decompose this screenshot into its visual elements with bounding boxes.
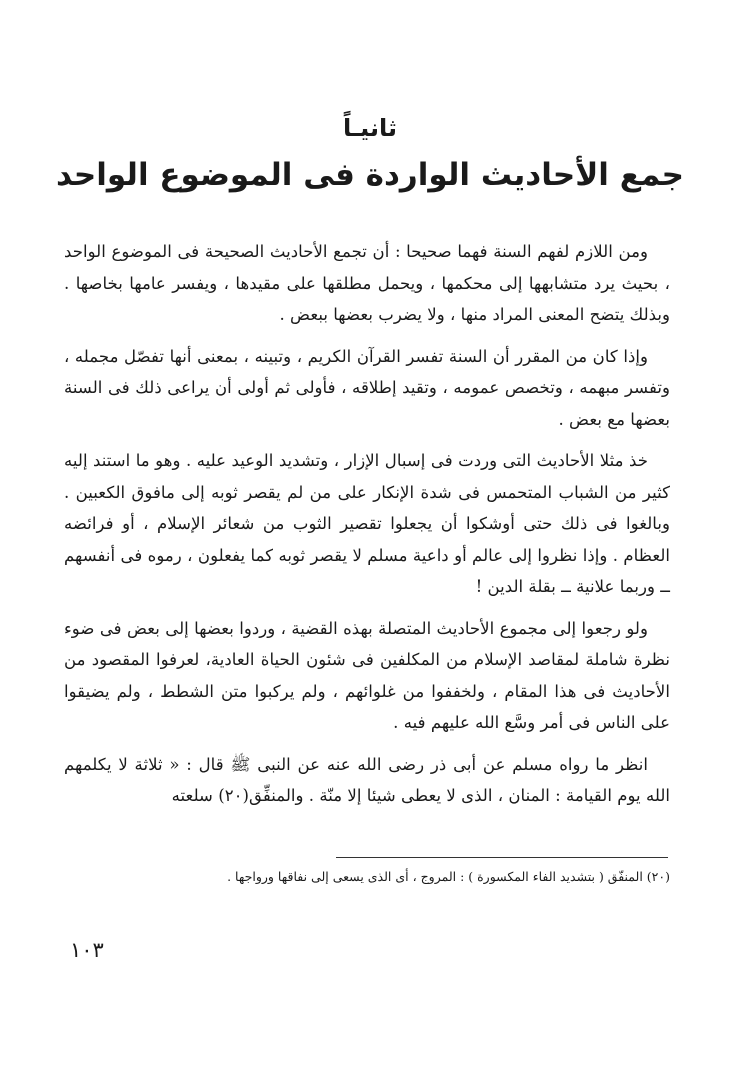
paragraph-4: ولو رجعوا إلى مجموع الأحاديث المتصلة بهذه القضية ، وردوا بعضها إلى بعض فى ضوء نظرة شاملة لمقاصد الإسلام من المكلفين فى شئون الحياة العادية، لعرفوا المقصود من الأحاديث فى هذا المقام ، ولخففوا من غلوائهم ، ولم يركبوا متن الشطط ، ولم يضيقوا على الناس فى أمر وسَّع الله عليهم فيه . (64, 618, 670, 732)
page-number: ١٠٣ (70, 938, 104, 962)
paragraph-3: خذ مثلا الأحاديث التى وردت فى إسبال الإزار ، وتشديد الوعيد عليه . وهو ما استند إليه كثير من الشباب المتحمس فى شدة الإنكار على من لم يقصر ثوبه إلى مافوق الكعبين . وبالغوا فى ذلك حتى أوشكوا أن يجعلوا تقصير الثوب من شعائر الإسلام ، أو فرائضه العظام . وإذا نظروا إلى عالم أو داعية مسلم لا يقصر ثوبه كما يفعلون ، رموه فى أنفسهم ــ وربما علانية ــ بقلة الدين ! (64, 451, 670, 596)
footnote-divider (336, 857, 668, 858)
paragraph-5: انظر ما رواه مسلم عن أبى ذر رضى الله عنه عن النبى ﷺ قال : « ثلاثة لا يكلمهم الله يوم القيامة : المنان ، الذى لا يعطى شيئا إلا منّة . والمنفِّق(٢٠) سلعته (64, 754, 670, 805)
footnote: (٢٠) المنفّق ( بتشديد الفاء المكسورة ) : المروج ، أى الذى يسعى إلى نفاقها ورواجها . (227, 869, 670, 884)
paragraph-2: وإذا كان من المقرر أن السنة تفسر القرآن الكريم ، وتبينه ، بمعنى أنها تفصّل مجمله ، وتفسر مبهمه ، وتخصص عمومه ، وتقيد إطلاقه ، فأولى ثم أولى أن يراعى ذلك فى السنة بعضها مع بعض . (64, 346, 670, 429)
body-text (64, 236, 670, 822)
section-number-heading: ثانيـاً (342, 114, 398, 142)
section-title: جمع الأحاديث الواردة فى الموضوع الواحد (56, 157, 684, 193)
paragraph-1: ومن اللازم لفهم السنة فهما صحيحا : أن تجمع الأحاديث الصحيحة فى الموضوع الواحد ، بحيث يرد متشابهها إلى محكمها ، ويحمل مطلقها على مقيدها ، ويفسر عامها بخاصها . وبذلك يتضح المعنى المراد منها ، ولا يضرب بعضها ببعض . (64, 242, 670, 324)
